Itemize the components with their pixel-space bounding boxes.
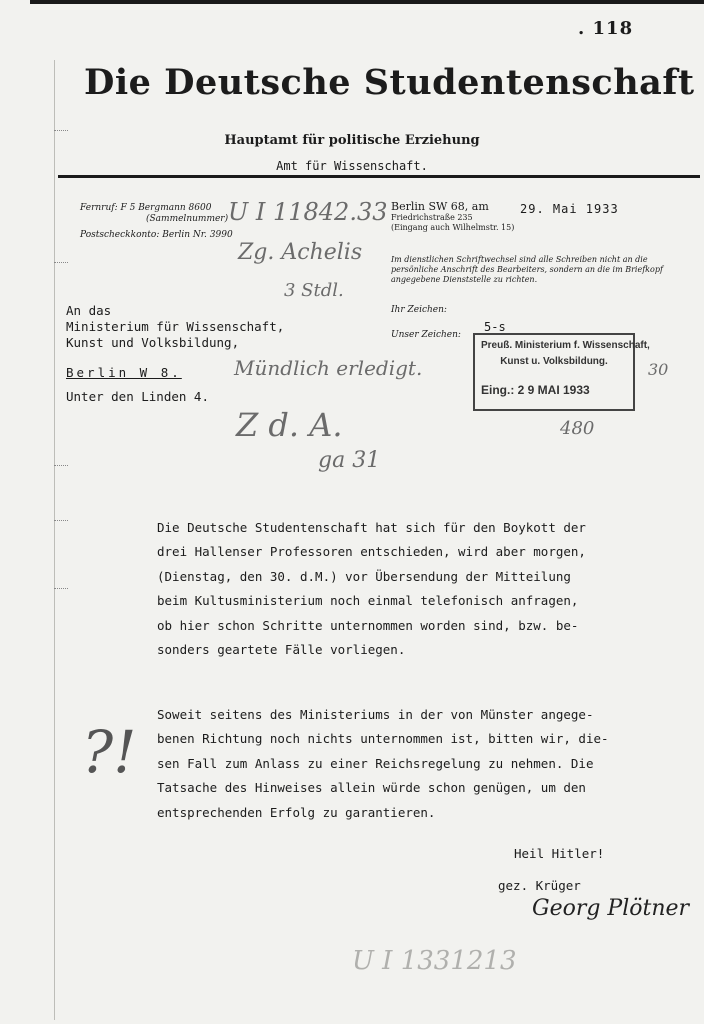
sender-street: Friedrichstraße 235	[391, 213, 473, 222]
handwritten-note-mark: 3 Stdl.	[284, 280, 344, 301]
text-line: entsprechenden Erfolg zu garantieren.	[157, 804, 436, 820]
text-line: sonders geartete Fälle vorliegen.	[157, 642, 406, 658]
text-line: benen Richtung noch nichts unternommen ist, bitten wir, die-	[157, 731, 609, 747]
page-number: . 118	[578, 18, 634, 39]
handwritten-initials: ga 31	[318, 448, 381, 473]
signer-name: gez. Krüger	[498, 878, 581, 893]
letterhead-title: Die Deutsche Studentenschaft	[84, 62, 695, 103]
margin-tick	[54, 130, 68, 131]
text-line: Die Deutsche Studentenschaft hat sich für den Boykott der	[157, 520, 586, 535]
handwritten-note-480: 480	[560, 418, 595, 439]
letter-date: 29. Mai 1933	[520, 202, 619, 216]
recipient-line-2: Ministerium für Wissenschaft,	[66, 319, 285, 334]
margin-tick	[54, 262, 68, 263]
recipient-line-3: Kunst und Volksbildung,	[66, 335, 240, 350]
sender-address	[391, 202, 514, 233]
letterhead-department: Amt für Wissenschaft.	[276, 159, 428, 173]
text-line: drei Hallenser Professoren entschieden, wird aber morgen,	[157, 544, 586, 560]
phone-info	[80, 203, 228, 225]
our-reference-label: Unser Zeichen:	[391, 330, 461, 340]
handwritten-note-zda: Z d. A.	[236, 406, 343, 444]
text-line: Tatsache des Hinweises allein würde schon genügen, um den	[157, 780, 586, 796]
handwritten-reference-number: U I 11842.33	[228, 198, 388, 226]
phone-note: (Sammelnummer)	[146, 214, 229, 224]
closing-salutation: Heil Hitler!	[514, 846, 605, 861]
recipient-address	[66, 303, 284, 405]
sender-entrance: (Eingang auch Wilhelmstr. 15)	[391, 223, 515, 232]
postal-account: Postscheckkonto: Berlin Nr. 3990	[80, 230, 233, 240]
letterhead-rule	[58, 175, 700, 178]
left-margin-line	[54, 60, 55, 1020]
text-line: ob hier schon Schritte unternommen worden sind, bzw. be-	[157, 617, 579, 633]
recipient-line-1: An das	[66, 303, 112, 318]
handwritten-archive-number: U I 1331213	[352, 946, 517, 976]
margin-tick	[54, 520, 68, 521]
stamp-date: Eing.: 2 9 MAI 1933	[481, 383, 590, 397]
text-line: (Dienstag, den 30. d.M.) vor Übersendung der Mitteilung	[157, 568, 571, 584]
text-line: beim Kultusministerium noch einmal telefonisch anfragen,	[157, 593, 579, 609]
paragraph-2	[157, 703, 609, 825]
text-line: sen Fall zum Anlass zu einer Reichsregelung zu nehmen. Die	[157, 755, 594, 771]
correspondence-notice: Im dienstlichen Schriftwechsel sind alle Schreiben nicht an die persönliche Anschrift des Bearbeiters, sondern an die im Briefkopf angegebene Dienststelle zu richten.	[391, 255, 663, 284]
handwritten-note-achelis: Zg. Achelis	[238, 240, 363, 265]
handwritten-note-muendlich: Mündlich erledigt.	[234, 356, 423, 380]
top-edge-rule	[30, 0, 704, 4]
your-reference-label: Ihr Zeichen:	[391, 305, 447, 315]
receipt-stamp	[473, 333, 650, 411]
recipient-city: Berlin W 8.	[66, 365, 182, 380]
stamp-line-2: Kunst u. Volksbildung.	[500, 356, 608, 367]
handwritten-note-30: 30	[648, 360, 669, 379]
our-reference-value: 5-s	[484, 320, 506, 334]
margin-tick	[54, 588, 68, 589]
sender-location: Berlin SW 68, am	[391, 200, 489, 213]
margin-tick	[54, 465, 68, 466]
letterhead-subtitle: Hauptamt für politische Erziehung	[224, 133, 480, 148]
phone-number: Fernruf: F 5 Bergmann 8600	[80, 203, 212, 213]
recipient-street: Unter den Linden 4.	[66, 389, 209, 404]
paragraph-1	[157, 516, 586, 662]
handwritten-signature: Georg Plötner	[532, 896, 690, 921]
stamp-line-1: Preuß. Ministerium f. Wissenschaft,	[481, 340, 650, 351]
handwritten-question-marks: ?!	[82, 718, 137, 786]
text-line: Soweit seitens des Ministeriums in der von Münster angege-	[157, 707, 594, 722]
